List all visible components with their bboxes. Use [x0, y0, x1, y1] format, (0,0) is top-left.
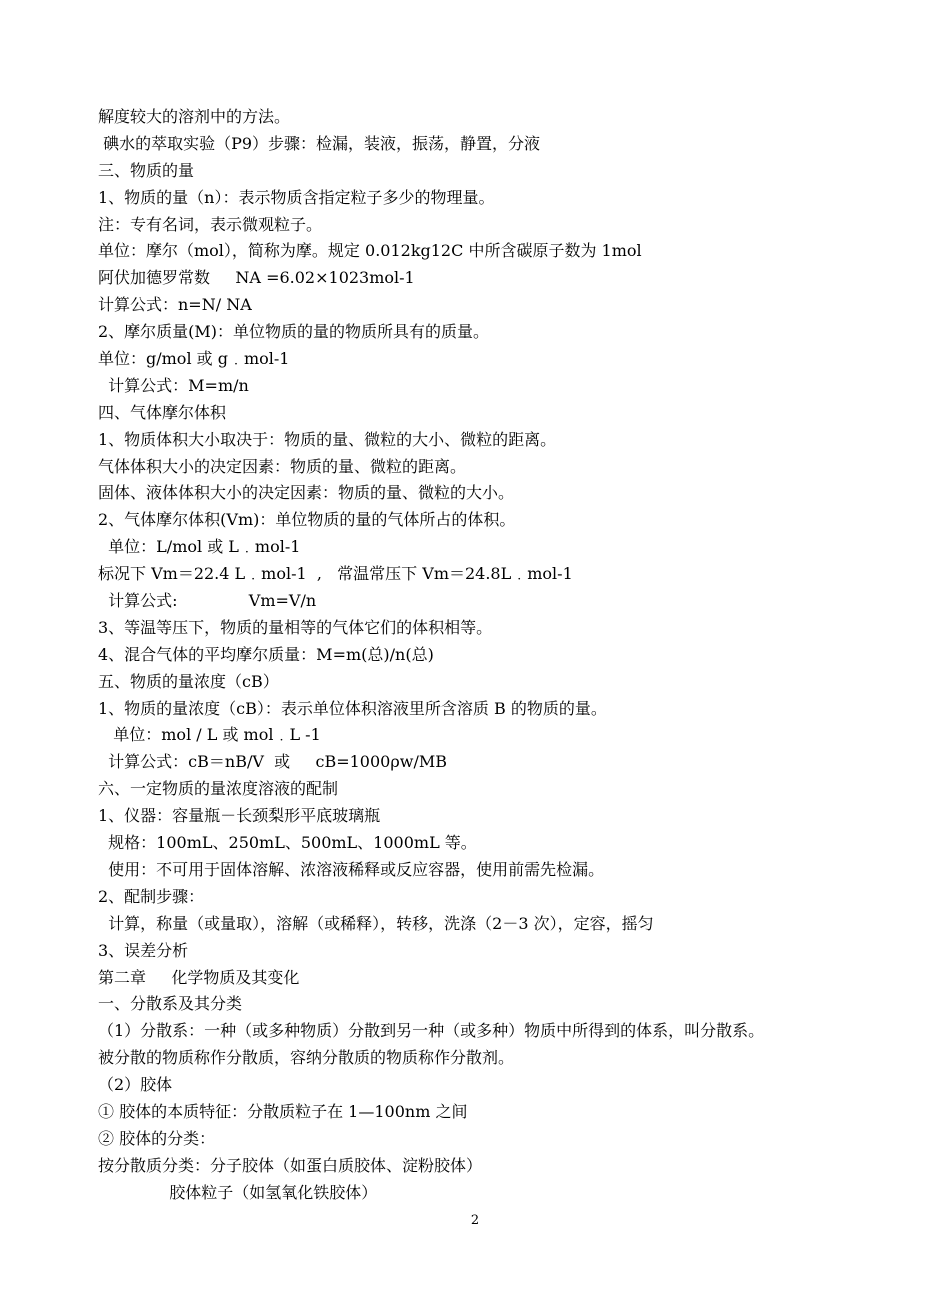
text-line: （1）分散系：一种（或多种物质）分散到另一种（或多种）物质中所得到的体系，叫分散系。 [98, 1021, 765, 1041]
text-line: 2、摩尔质量(M)：单位物质的量的物质所具有的质量。 [98, 322, 490, 342]
text-line: 第二章 化学物质及其变化 [98, 967, 300, 987]
text-line: 一、分散系及其分类 [98, 994, 243, 1014]
text-line: 计算公式：cB＝nB/V 或 cB=1000ρw/MB [98, 752, 447, 772]
text-line: （2）胶体 [98, 1075, 173, 1095]
text-line: 六、一定物质的量浓度溶液的配制 [98, 779, 339, 799]
text-line: 使用：不可用于固体溶解、浓溶液稀释或反应容器，使用前需先检漏。 [98, 859, 605, 879]
text-line: 四、气体摩尔体积 [98, 402, 227, 422]
text-line: 1、物质的量（n）：表示物质含指定粒子多少的物理量。 [98, 187, 495, 207]
text-line: ② 胶体的分类： [98, 1128, 216, 1148]
text-line: 五、物质的量浓度（cB） [98, 671, 279, 691]
text-line: 4、混合气体的平均摩尔质量：M=m(总)/n(总) [98, 644, 434, 664]
page-number: 2 [470, 1213, 480, 1228]
text-line: 2、配制步骤： [98, 886, 205, 906]
text-line: 1、仪器：容量瓶－长颈梨形平底玻璃瓶 [98, 806, 381, 826]
text-line: 计算，称量（或量取），溶解（或稀释），转移，洗涤（2－3 次），定容，摇匀 [98, 913, 654, 933]
text-line: 1、物质的量浓度（cB）：表示单位体积溶液里所含溶质 B 的物质的量。 [98, 698, 607, 718]
text-line: 按分散质分类：分子胶体（如蛋白质胶体、淀粉胶体） [98, 1155, 483, 1175]
text-line: 三、物质的量 [98, 160, 195, 180]
text-line: 注：专有名词，表示微观粒子。 [98, 214, 323, 234]
text-line: 计算公式：M=m/n [98, 375, 249, 395]
text-line: 计算公式: Vm=V/n [98, 591, 317, 611]
text-line: 计算公式：n=N/ NA [98, 295, 252, 315]
text-line: 1、物质体积大小取决于：物质的量、微粒的大小、微粒的距离。 [98, 429, 557, 449]
text-line: 标况下 Vm＝22.4 L﹒mol-1 , 常温常压下 Vm＝24.8L﹒mol-1 [98, 564, 573, 584]
text-line: 3、误差分析 [98, 940, 189, 960]
text-line: 气体体积大小的决定因素：物质的量、微粒的距离。 [98, 456, 467, 476]
text-line: 单位：摩尔（mol），简称为摩。规定 0.012kg12C 中所含碳原子数为 1mol [98, 241, 642, 261]
text-line: 2、气体摩尔体积(Vm)：单位物质的量的气体所占的体积。 [98, 510, 516, 530]
text-line: 被分散的物质称作分散质，容纳分散质的物质称作分散剂。 [98, 1048, 515, 1068]
text-line: 3、等温等压下，物质的量相等的气体它们的体积相等。 [98, 617, 493, 637]
text-line: 规格：100mL、250mL、500mL、1000mL 等。 [98, 833, 477, 853]
text-line: 解度较大的溶剂中的方法。 [98, 107, 291, 126]
text-line: 胶体粒子（如氢氧化铁胶体） [98, 1182, 378, 1202]
text-line: 阿伏加德罗常数 NA =6.02×1023mol-1 [98, 268, 415, 288]
text-line: 单位：L/mol 或 L﹒mol-1 [98, 537, 301, 557]
text-line: 碘水的萃取实验（P9）步骤：检漏，装液，振荡，静置，分液 [98, 133, 541, 153]
text-line: ① 胶体的本质特征：分散质粒子在 1—100nm 之间 [98, 1101, 468, 1121]
text-line: 单位：g/mol 或 g﹒mol-1 [98, 349, 290, 369]
text-line: 单位：mol / L 或 mol﹒L -1 [98, 725, 321, 745]
document-body [98, 104, 898, 1207]
text-line: 固体、液体体积大小的决定因素：物质的量、微粒的大小。 [98, 483, 515, 503]
